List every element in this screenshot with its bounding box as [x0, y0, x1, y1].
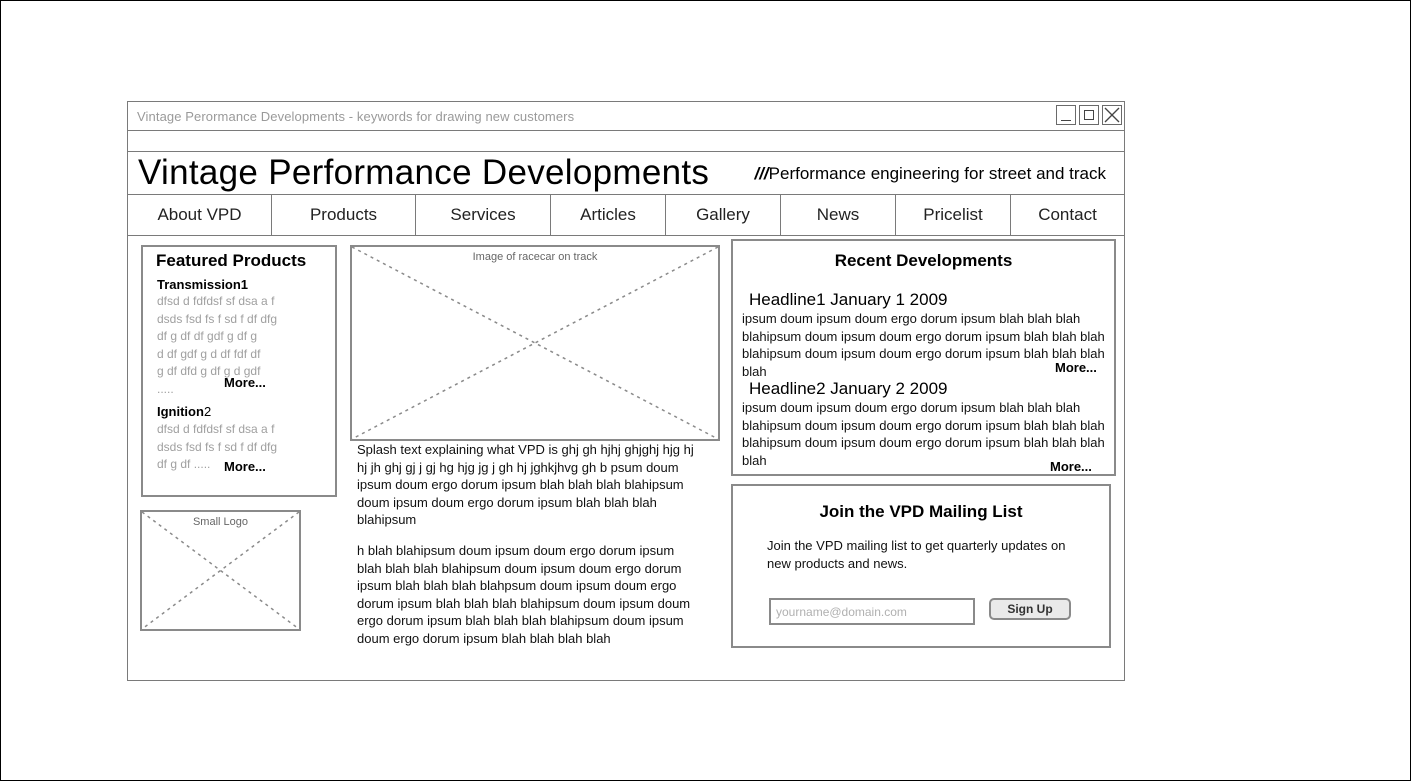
nav-item-services[interactable]: Services	[416, 195, 551, 235]
product-name-ignition-bold: Ignition	[157, 404, 204, 419]
nav-item-pricelist[interactable]: Pricelist	[896, 195, 1011, 235]
close-icon[interactable]	[1102, 105, 1122, 125]
splash-text-2: h blah blahipsum doum ipsum doum ergo dorum ipsum blah blah blah blahipsum doum ipsum doum ergo dorum ipsum blah blah blah blahpsum doum ipsum doum ergo dorum ipsum blah blah blah blahipsum doum ipsum doum ergo dorum ipsum blah blah blah blahipsum doum ipsum doum ergo dorum ipsum blah blah blah blah	[357, 543, 691, 646]
small-logo-label: Small Logo	[192, 516, 249, 528]
small-logo-placeholder	[140, 510, 301, 631]
product-description: dfsd d fdfdsf sf dsa a f dsds fsd fs f sd f df dfg df g df df gdf g df g d df gdf g d df fdf df g df dfd g df g d gdf .....	[157, 294, 278, 396]
image-placeholder-icon	[352, 247, 718, 439]
recent-developments-title: Recent Developments	[834, 251, 1013, 270]
mailing-list-title: Join the VPD Mailing List	[819, 502, 1023, 521]
address-bar[interactable]	[128, 131, 1124, 152]
recent-developments-panel	[731, 239, 1116, 476]
news-more-link[interactable]: More...	[1055, 360, 1097, 375]
news-body: ipsum doum ipsum doum ergo dorum ipsum blah blah blah blahipsum doum ipsum doum ergo dorum ipsum blah blah blah blahipsum doum ipsum doum ergo dorum ipsum blah blah blah blah	[742, 311, 1105, 379]
product-more-link[interactable]: More...	[224, 375, 266, 390]
nav-item-articles[interactable]: Articles	[551, 195, 666, 235]
featured-products-panel	[141, 245, 337, 497]
news-headline[interactable]: Headline2 January 2 2009	[749, 379, 948, 398]
nav-item-gallery[interactable]: Gallery	[666, 195, 781, 235]
image-placeholder-icon	[142, 512, 299, 629]
nav-item-products[interactable]: Products	[272, 195, 416, 235]
product-name-transmission[interactable]: Transmission1	[157, 277, 249, 292]
sign-up-button[interactable]: Sign Up	[989, 598, 1071, 620]
news-more-link[interactable]: More...	[1050, 459, 1092, 474]
nav-item-contact[interactable]: Contact	[1011, 195, 1124, 235]
email-field[interactable]	[769, 598, 975, 625]
product-description: dfsd d fdfdsf sf dsa a f dsds fsd fs f sd f df dfg df g df .....	[157, 422, 278, 471]
tagline-slashes: ///	[754, 164, 769, 183]
featured-products-title: Featured Products	[156, 251, 307, 270]
maximize-icon[interactable]	[1079, 105, 1099, 125]
tagline	[754, 164, 1106, 184]
browser-window	[127, 101, 1125, 681]
site-header	[128, 152, 1124, 195]
mailing-list-panel	[731, 484, 1111, 648]
product-name-ignition[interactable]	[157, 404, 211, 419]
nav-item-news[interactable]: News	[781, 195, 896, 235]
main-nav	[128, 195, 1124, 236]
mailing-list-description: Join the VPD mailing list to get quarterly updates on new products and news.	[767, 538, 1066, 571]
window-controls	[1056, 105, 1122, 125]
news-headline[interactable]: Headline1 January 1 2009	[749, 290, 948, 309]
minimize-icon[interactable]	[1056, 105, 1076, 125]
news-body: ipsum doum ipsum doum ergo dorum ipsum blah blah blah blahipsum doum ipsum doum ergo dorum ipsum blah blah blah blahipsum doum ipsum doum ergo dorum ipsum blah blah blah blah	[742, 400, 1105, 468]
window-titlebar	[128, 102, 1124, 131]
window-title: Vintage Perormance Developments - keywords for drawing new customers	[137, 109, 575, 124]
hero-image-placeholder	[350, 245, 720, 441]
site-title: Vintage Performance Developments	[138, 153, 710, 192]
product-name-ignition-number: 2	[203, 404, 212, 419]
tagline-text: Performance engineering for street and track	[768, 164, 1106, 183]
hero-image-label: Image of racecar on track	[472, 251, 598, 263]
product-more-link[interactable]: More...	[224, 459, 266, 474]
splash-text: Splash text explaining what VPD is ghj gh hjhj ghjghj hjg hj hj jh ghj gj j gj hg hjg jg j gh hj jghkjhvg gh b psum doum ipsum doum ergo dorum ipsum blah blah blah blahipsum doum ipsum doum ergo dorum ipsum blah blah blah blahipsum	[357, 442, 694, 527]
nav-item-about[interactable]: About VPD	[128, 195, 272, 235]
